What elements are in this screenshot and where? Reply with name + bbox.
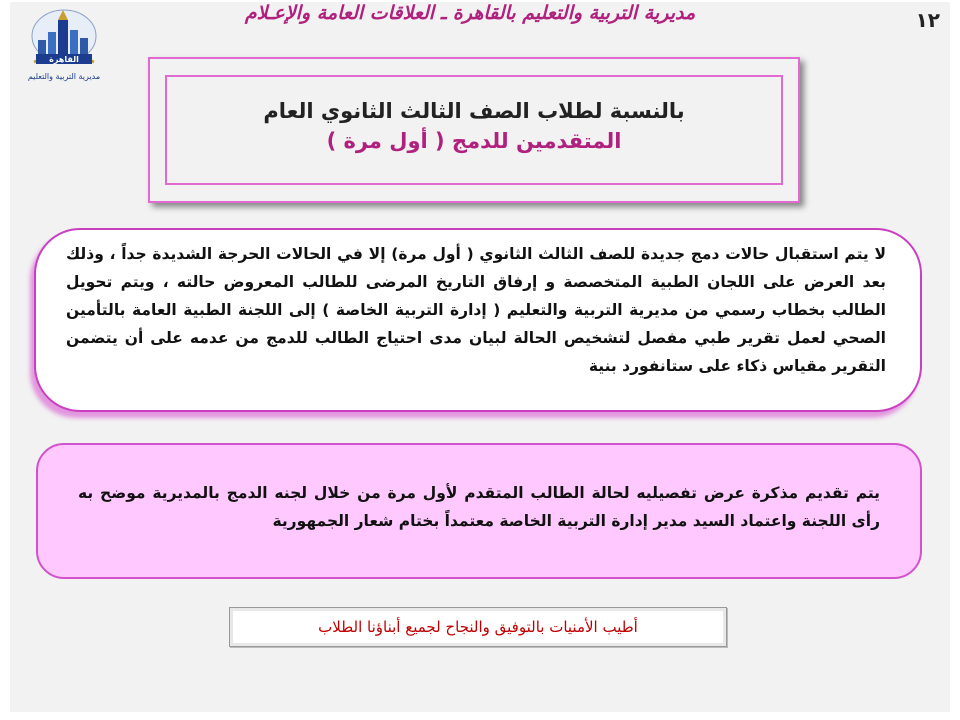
rules-paragraph-box	[34, 228, 922, 412]
footer-wishes-text: أطيب الأمنيات بالتوفيق والنجاح لجميع أبناؤنا الطلاب	[318, 618, 638, 636]
logo-emblem-icon	[14, 6, 114, 72]
page-number: ١٢	[915, 8, 940, 32]
memo-paragraph-text: يتم تقديم مذكرة عرض تفصيليه لحالة الطالب المتقدم لأول مرة من خلال لجنه الدمج بالمديرية موضح به رأى اللجنة واعتماد السيد مدير إدارة التربية الخاصة معتمداً بختام شعار الجمهورية	[78, 484, 880, 530]
title-line-2: المتقدمين للدمج ( أول مرة )	[326, 129, 622, 153]
logo-caption: مديرية التربية والتعليم	[27, 72, 101, 81]
memo-paragraph-box	[36, 443, 922, 579]
directorate-logo	[14, 6, 114, 84]
rules-paragraph-text: لا يتم استقبال حالات دمج جديدة للصف الثالث الثانوي ( أول مرة) إلا في الحالات الحرجة الشديدة جداً ، وذلك بعد العرض على اللجان الطبية المتخصصة و إرفاق التاريخ المرضى للطالب المعروض حالته ، ويتم تحويل الطالب بخطاب رسمي من مديرية التربية والتعليم ( إدارة التربية الخاصة ) إلى اللجنة الطبية العامة بالتأمين الصحي لعمل تقرير طبي مفصل لتشخيص الحالة لبيان مدى احتياج الطالب للدمج من عدمه على أن يتضمن التقرير مقياس ذكاء على ستانفورد بنية	[66, 245, 886, 375]
logo-name: القاهرة	[49, 55, 79, 64]
header-title: مديرية التربية والتعليم بالقاهرة ـ العلاقات العامة والإعـلام	[244, 2, 696, 24]
title-frame-inner	[165, 75, 783, 185]
title-line-1: بالنسبة لطلاب الصف الثالث الثانوي العام	[263, 99, 685, 123]
footer-wishes-box	[229, 607, 727, 647]
